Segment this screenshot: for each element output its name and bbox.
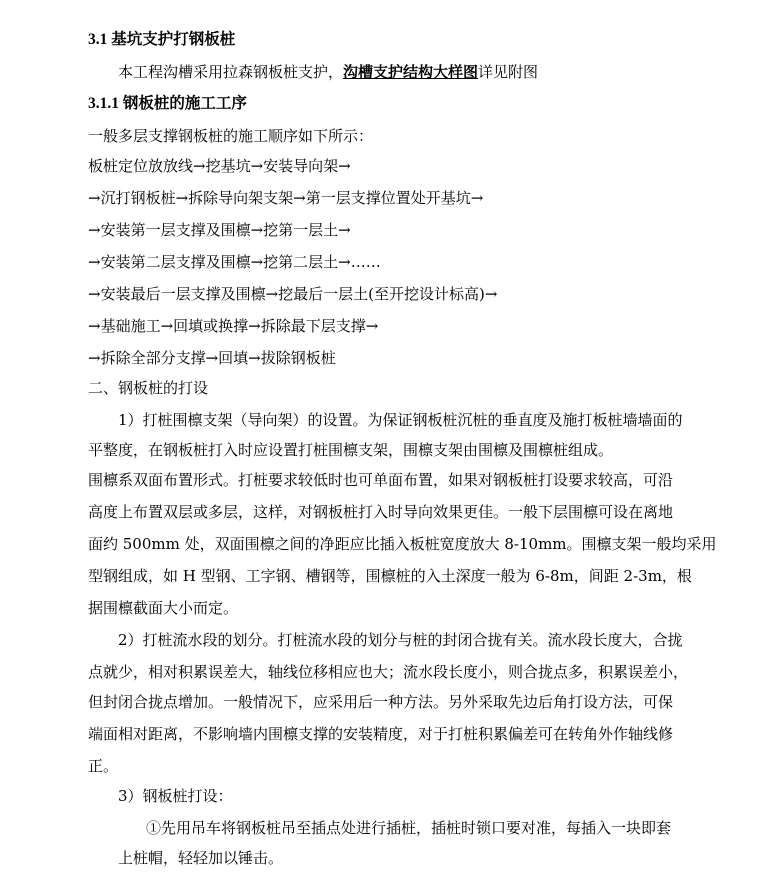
paragraph-2-line: 围檩系双面布置形式。打桩要求较低时也可单面布置，如果对钢板桩打设要求较高，可沿 [88, 471, 674, 489]
section-heading-3-1-1: 3.1.1 钢板桩的施工工序 [88, 95, 247, 112]
sequence-step: →沉打钢板桩→拆除导向架支架→第一层支撑位置处开基坑→ [88, 189, 484, 207]
paragraph-1-line: 平整度，在钢板桩打入时应设置打桩围檩支架，围檩支架由围檩及围檩桩组成。 [88, 441, 614, 459]
intro-paragraph [118, 62, 758, 82]
paragraph-2-line: 高度上布置双层或多层，这样，对钢板桩打入时导向效果更佳。一般下层围檩可设在离地 [88, 503, 674, 521]
sequence-step: →拆除全部分支撑→回填→拔除钢板桩 [88, 349, 336, 367]
intro-text-post: 详见附图 [478, 63, 539, 81]
paragraph-2-line: 面约 500mm 处，双面围檩之间的净距应比插入板桩宽度放大 8-10mm。围檩支架一般均采用 [88, 535, 717, 553]
sequence-step: →安装最后一层支撑及围檩→挖最后一层土(至开挖设计标高)→ [88, 285, 498, 303]
paragraph-2-line: 型钢组成，如 H 型钢、工字钢、槽钢等，围檩桩的入土深度一般为 6-8m，间距 2-3m，根 [88, 567, 692, 585]
intro-text-pre: 本工程沟槽采用拉森钢板桩支护， [118, 63, 344, 81]
paragraph-2-line: 据围檩截面大小而定。 [88, 599, 239, 617]
paragraph-4-title: 3）钢板桩打设： [118, 787, 233, 805]
sequence-intro: 一般多层支撑钢板桩的施工顺序如下所示： [88, 127, 374, 145]
paragraph-3-line: 但封闭合拢点增加。一般情况下，应采用后一种方法。另外采取先边后角打设方法，可保 [88, 693, 674, 711]
drawing-reference: 沟槽支护结构大样图 [343, 63, 479, 81]
sequence-step: →安装第一层支撑及围檩→挖第一层土→ [88, 221, 351, 239]
paragraph-3-line: 点就少，相对积累误差大，轴线位移相应也大；流水段长度小，则合拢点多，积累误差小， [88, 663, 689, 681]
paragraph-3-line: 正。 [88, 757, 119, 775]
sequence-step: 板桩定位放放线→挖基坑→安装导向架→ [88, 157, 351, 175]
section-heading-2: 二、钢板桩的打设 [88, 379, 209, 397]
paragraph-3-line: 端面相对距离，不影响墙内围檩支撑的安装精度，对于打桩积累偏差可在转角外作轴线修 [88, 725, 674, 743]
section-heading-3-1: 3.1 基坑支护打钢板桩 [88, 31, 236, 48]
paragraph-5-line: ①先用吊车将钢板桩吊至插点处进行插桩，插桩时锁口要对准，每插入一块即套 [146, 819, 672, 837]
paragraph-5-line: 上桩帽，轻轻加以锤击。 [118, 849, 284, 867]
sequence-step: →基础施工→回填或换撑→拆除最下层支撑→ [88, 317, 379, 335]
paragraph-1-line: 1）打桩围檩支架（导向架）的设置。为保证钢板桩沉桩的垂直度及施打板桩墙墙面的 [118, 411, 683, 429]
sequence-step: →安装第二层支撑及围檩→挖第二层土→…… [88, 253, 381, 271]
paragraph-3-line: 2）打桩流水段的划分。打桩流水段的划分与桩的封闭合拢有关。流水段长度大，合拢 [118, 631, 683, 649]
